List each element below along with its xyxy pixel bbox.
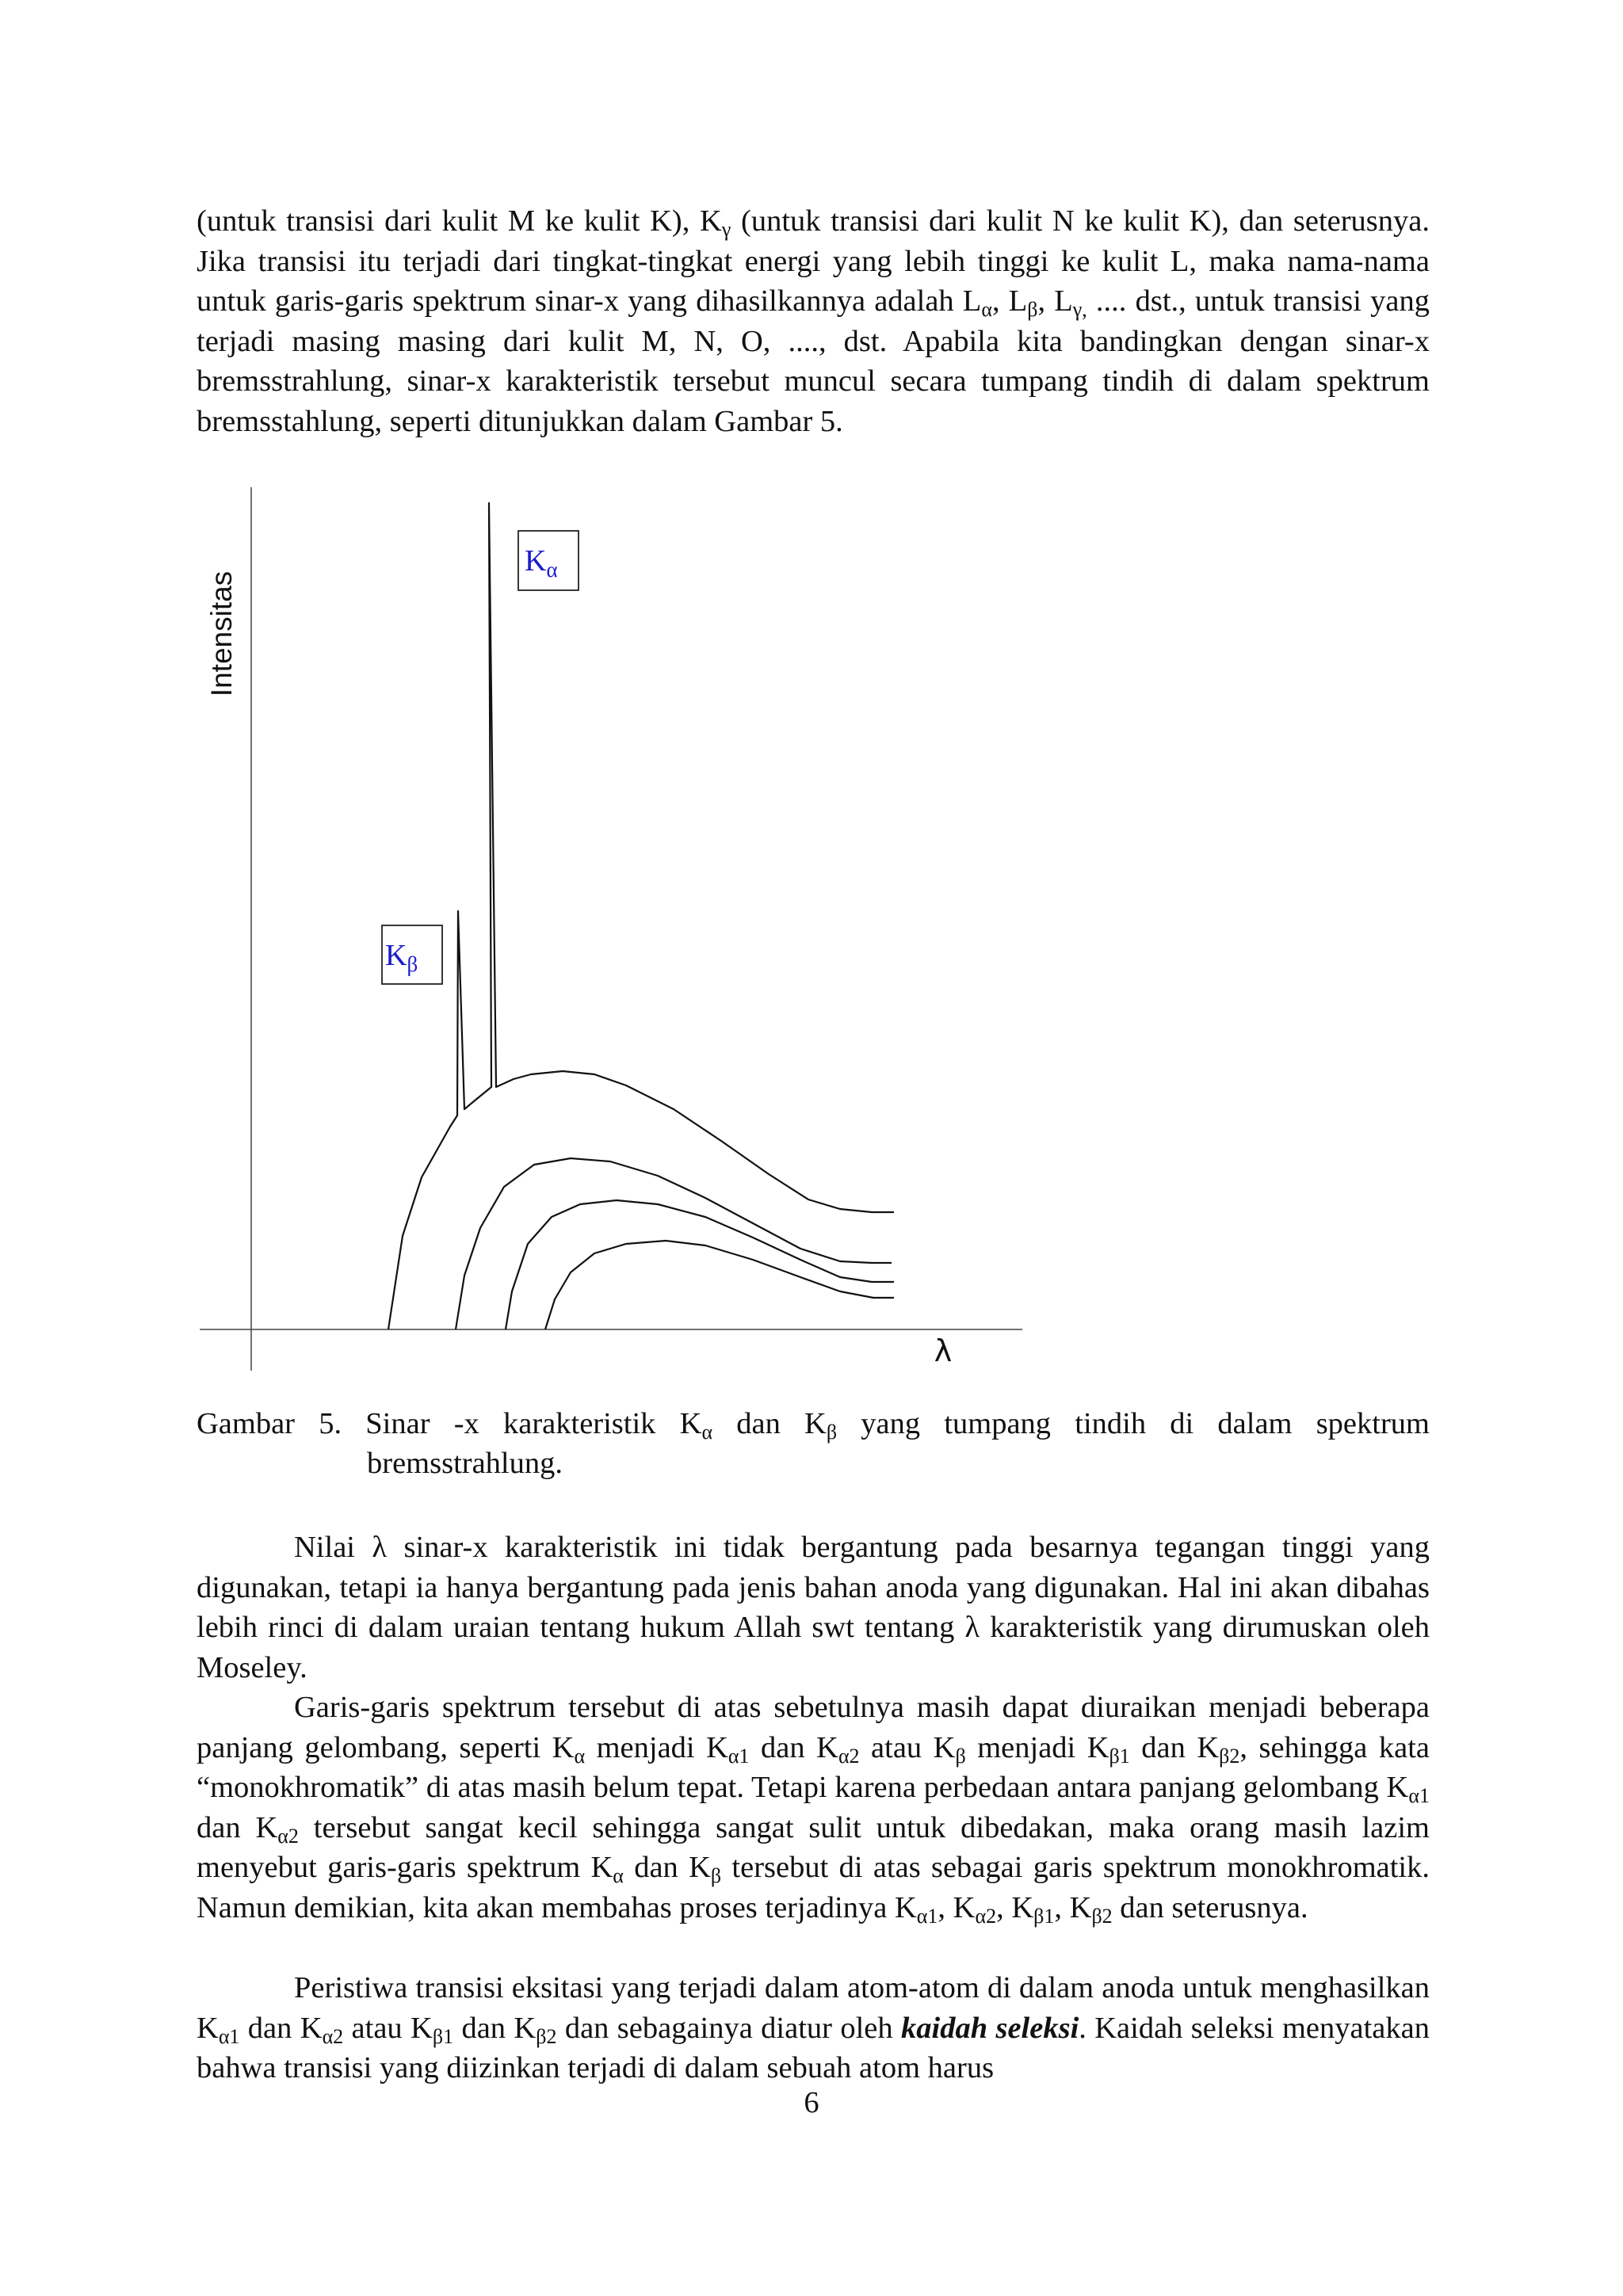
paragraph-2 bbox=[197, 1688, 1430, 1928]
paragraph-top bbox=[197, 201, 1430, 441]
page-number: 6 bbox=[804, 2086, 819, 2119]
spectrum-curve-2 bbox=[456, 1158, 892, 1329]
svg-text:Kα: $K_\alpha$ bbox=[525, 544, 558, 582]
paragraph-top-text: (untuk transisi dari kulit M ke kulit K), $K_\gamma$ (untuk transisi dari kulit N ke kulit K), dan seterusnya. Jika transisi itu terjadi dari tingkat-tingkat energi yang lebih tinggi ke kulit L, maka nama-nama untuk garis-garis spektrum sinar-x yang dihasilkannya adalah $L_\alpha$, $L_\beta$, $L_{\gamma,}$ .... dst., untuk transisi yang terjadi masing masing dari kulit M, N, O, ...., dst. Apabila kita bandingkan dengan sinar-x bremsstrahlung, sinar-x karakteristik tersebut muncul secara tumpang tindih di dalam spektrum bremsstahlung, seperti ditunjukkan dalam Gambar 5. bbox=[197, 204, 1430, 438]
figure-5-spectrum bbox=[182, 475, 1038, 1394]
paragraph-1-text: Nilai λ sinar-x karakteristik ini tidak bergantung pada besarnya tegangan tinggi yang digunakan, tetapi ia hanya bergantung pada jenis bahan anoda yang digunakan. Hal ini akan dibahas lebih rinci di dalam uraian tentang hukum Allah swt tentang λ karakteristik yang dirumuskan oleh Moseley. bbox=[197, 1531, 1430, 1684]
k-beta-label bbox=[382, 925, 442, 984]
svg-text:Kβ: $K_\beta$ bbox=[385, 939, 418, 976]
x-axis-label: λ bbox=[934, 1333, 953, 1368]
caption-line-2: bremsstrahlung. bbox=[367, 1447, 563, 1480]
paragraph-2-text: Garis-garis spektrum tersebut di atas sebetulnya masih dapat diuraikan menjadi beberapa panjang gelombang, seperti $K_\alpha$ menjadi $K_{\alpha 1}$ dan $K_{\alpha 2}$ atau $K_\beta$ menjadi $K_{\beta 1}$ dan $K_{\beta 2}$, sehingga kata “monokhromatik” di atas masih belum tepat. Tetapi karena perbedaan antara panjang gelombang $K_{\alpha 1}$ dan $K_{\alpha 2}$ tersebut sangat kecil sehingga sangat sulit untuk dibedakan, maka orang masih lazim menyebut garis-garis spektrum $K_\alpha$ dan $K_\beta$ tersebut di atas sebagai garis spektrum monokhromatik. Namun demikian, kita akan membahas proses terjadinya $K_{\alpha 1}$, $K_{\alpha 2}$, $K_{\beta 1}$, $K_{\beta 2}$ dan seterusnya. bbox=[197, 1691, 1430, 1928]
kaidah-seleksi-term: kaidah seleksi bbox=[901, 2011, 1079, 2045]
paragraph-3-text: Peristiwa transisi eksitasi yang terjadi dalam atom-atom di dalam anoda untuk menghasilkan $K_{\alpha 1}$ dan $K_{\alpha 2}$ atau $K_{\beta 1}$ dan $K_{\beta 2}$ dan sebagainya diatur oleh kaidah seleksi. Kaidah seleksi menyatakan bahwa transisi yang diizinkan terjadi di dalam sebuah atom harus bbox=[197, 1971, 1430, 2084]
caption-line-1: Gambar 5. Sinar -x karakteristik $K_\alpha$ dan $K_\beta$ yang tumpang tindih di dalam spektrum bbox=[197, 1407, 1430, 1444]
paragraph-3 bbox=[197, 1968, 1430, 2088]
paragraph-1 bbox=[197, 1527, 1430, 1688]
spectrum-diagram bbox=[182, 475, 1038, 1394]
spectrum-curve-3 bbox=[506, 1200, 894, 1329]
figure-caption bbox=[197, 1404, 1430, 1483]
y-axis-label: Intensitas bbox=[205, 570, 238, 697]
k-alpha-label bbox=[518, 531, 579, 590]
spectrum-curve-4 bbox=[545, 1241, 894, 1329]
spectrum-curve-1 bbox=[388, 503, 894, 1329]
